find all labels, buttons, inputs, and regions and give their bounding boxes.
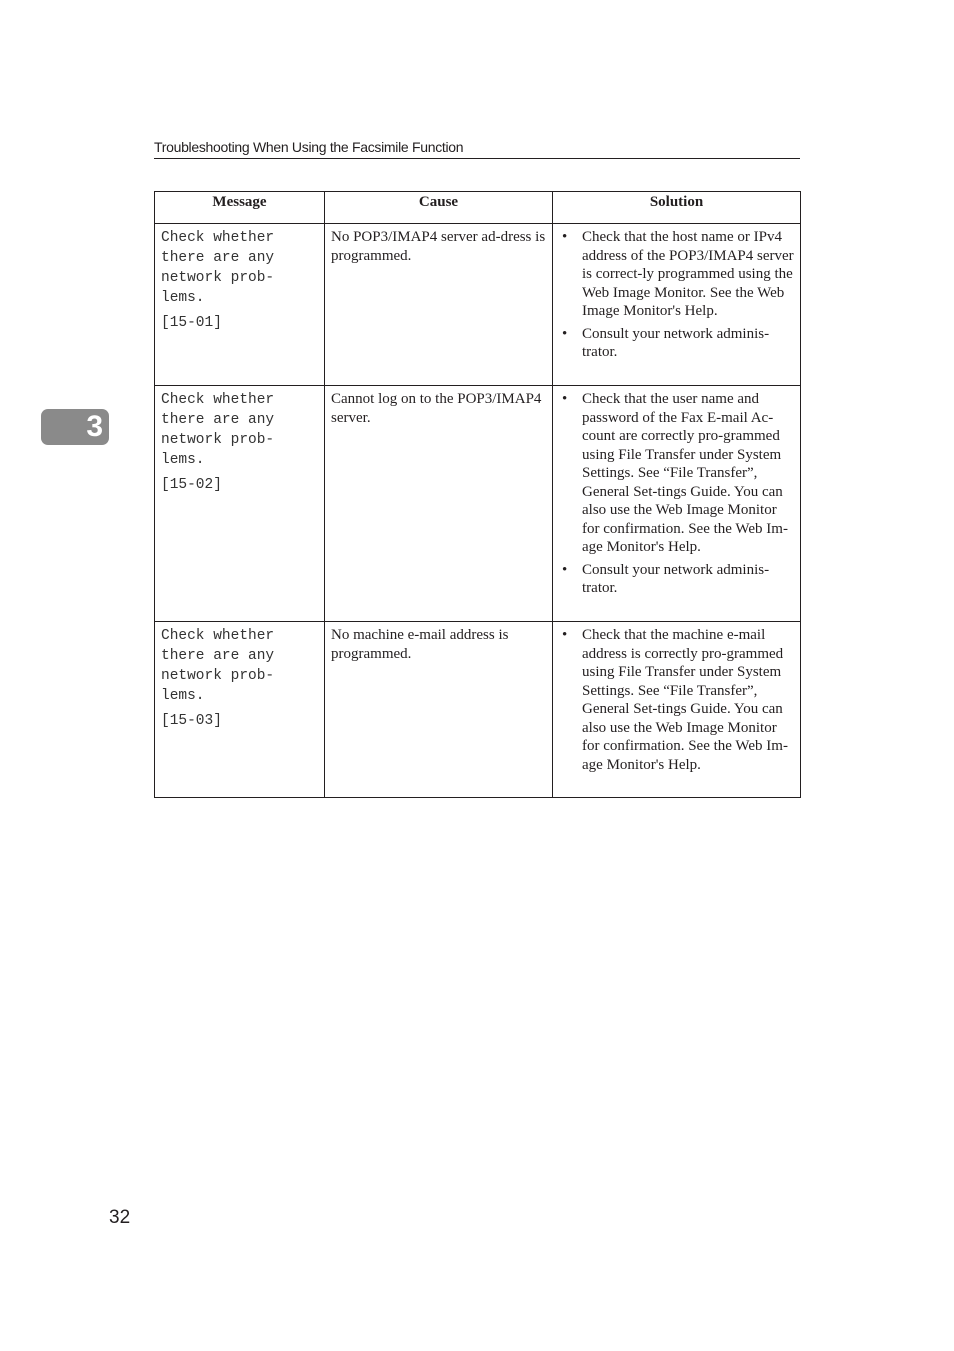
solution-list	[559, 390, 795, 598]
solution-list	[559, 626, 795, 774]
table-row	[155, 386, 801, 622]
running-header: Troubleshooting When Using the Facsimile Function	[154, 138, 800, 159]
solution-cell	[553, 622, 801, 798]
solution-cell	[553, 224, 801, 386]
column-header-solution: Solution	[553, 192, 801, 224]
cause-cell: No machine e-mail address is programmed.	[325, 622, 553, 798]
error-message-table	[154, 191, 801, 798]
column-header-cause: Cause	[325, 192, 553, 224]
error-code: [15-02]	[161, 477, 222, 493]
message-cell	[155, 224, 325, 386]
column-header-message: Message	[155, 192, 325, 224]
message-cell	[155, 386, 325, 622]
message-text: Check whether there are any network prob- lems.	[161, 628, 275, 704]
message-cell	[155, 622, 325, 798]
solution-cell	[553, 386, 801, 622]
solution-item: • Check that the host name or IPv4 address of the POP3/IMAP4 server is correct-ly programmed using the Web Image Monitor. See the Web Image Monitor's Help.	[559, 228, 795, 321]
solution-item: • Consult your network adminis-trator.	[559, 325, 795, 362]
cause-cell: Cannot log on to the POP3/IMAP4 server.	[325, 386, 553, 622]
error-code: [15-01]	[161, 315, 222, 331]
error-code: [15-03]	[161, 713, 222, 729]
table-row	[155, 622, 801, 798]
table-header-row	[155, 192, 801, 224]
message-text: Check whether there are any network prob- lems.	[161, 230, 275, 306]
solution-item: • Consult your network adminis-trator.	[559, 561, 795, 598]
table-row	[155, 224, 801, 386]
solution-list	[559, 228, 795, 362]
chapter-number: 3	[86, 410, 103, 443]
solution-item: • Check that the user name and password of the Fax E-mail Ac-count are correctly pro-grammed using File Transfer under System Settings. See “File Transfer”, General Set-tings Guide. You can also use the Web Image Monitor for confirmation. See the Web Im-age Monitor's Help.	[559, 390, 795, 557]
message-text: Check whether there are any network prob- lems.	[161, 392, 275, 468]
chapter-tab	[41, 409, 109, 445]
solution-item: • Check that the machine e-mail address is correctly pro-grammed using File Transfer under System Settings. See “File Transfer”, General Set-tings Guide. You can also use the Web Image Monitor for confirmation. See the Web Im-age Monitor's Help.	[559, 626, 795, 774]
cause-cell: No POP3/IMAP4 server ad-dress is programmed.	[325, 224, 553, 386]
page-number: 32	[109, 1207, 131, 1228]
